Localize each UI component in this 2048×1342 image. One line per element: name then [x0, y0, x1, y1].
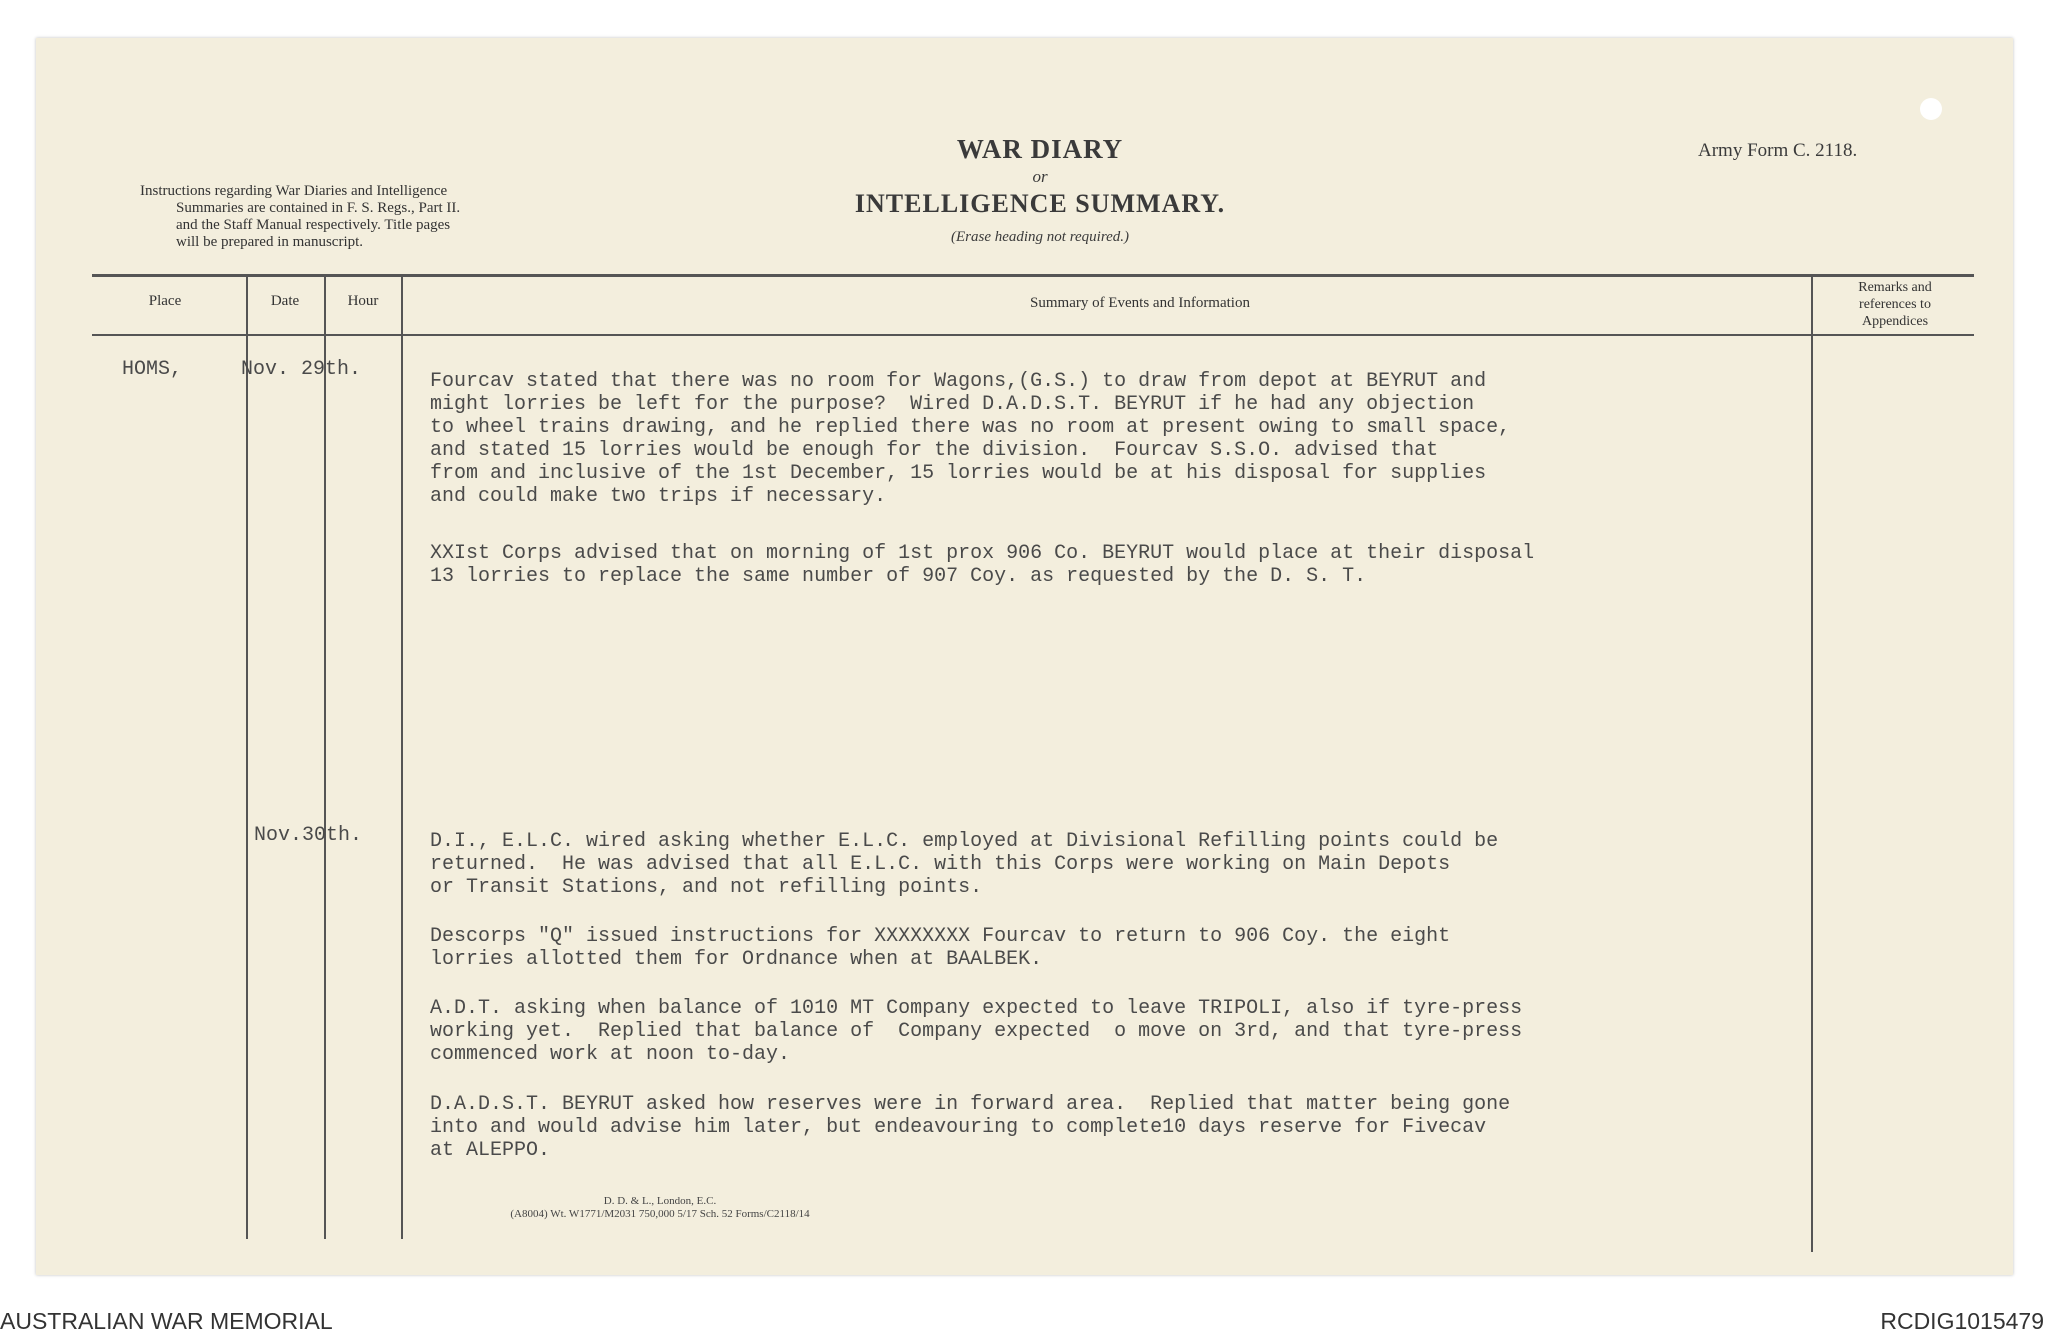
typed-line: Descorps "Q" issued instructions for XXXXXXXX Fourcav to return to 906 Coy. the eight: [430, 925, 1451, 948]
column-header-summary: Summary of Events and Information: [1030, 295, 1250, 311]
typed-line: working yet. Replied that balance of Company expected o move on 3rd, and that tyre-press: [430, 1020, 1523, 1043]
footer-credit: AUSTRALIAN WAR MEMORIAL: [0, 1308, 333, 1334]
typed-line: into and would advise him later, but endeavouring to complete10 days reserve for Fivecav: [430, 1116, 1487, 1139]
entry-date-nov30: Nov.30th.: [254, 824, 363, 847]
instructions-line: Instructions regarding War Diaries and Intelligence: [140, 183, 448, 199]
imprint-line: (A8004) Wt. W1771/M2031 750,000 5/17 Sch. 52 Forms/C2118/14: [510, 1208, 810, 1220]
entry-nov29-paragraph-1: [430, 370, 1510, 508]
typed-line: D.I., E.L.C. wired asking whether E.L.C. employed at Divisional Refilling points could be: [430, 830, 1499, 853]
column-divider: [246, 274, 248, 1239]
title-war-diary: WAR DIARY: [956, 134, 1124, 164]
entry-date-nov29: Nov. 29th.: [241, 358, 362, 381]
typed-line: returned. He was advised that all E.L.C. with this Corps were working on Main Depots: [430, 853, 1451, 876]
typed-line: and stated 15 lorries would be enough for the division. Fourcav S.S.O. advised that: [430, 439, 1439, 462]
army-form-number: Army Form C. 2118.: [1698, 140, 1858, 161]
entry-nov30-paragraph-3: [430, 997, 1522, 1066]
entry-nov30-paragraph-2: [430, 925, 1450, 971]
column-divider: [401, 274, 403, 1239]
remarks-header-line: references to: [1859, 297, 1931, 312]
remarks-header-line: Remarks and: [1858, 280, 1932, 295]
typed-line: lorries allotted them for Ordnance when at BAALBEK.: [430, 948, 1043, 971]
column-header-place: Place: [148, 293, 182, 309]
form-heading: [780, 134, 1300, 246]
remarks-header-line: Appendices: [1861, 314, 1929, 329]
typed-line: from and inclusive of the 1st December, 15 lorries would be at his disposal for supplies: [430, 462, 1487, 485]
typed-line: or Transit Stations, and not refilling points.: [430, 876, 983, 899]
typed-line: commenced work at noon to-day.: [430, 1043, 791, 1066]
instructions-line: will be prepared in manuscript.: [176, 234, 364, 250]
table-top-rule: [92, 274, 1974, 277]
instructions-note: [140, 183, 590, 251]
title-intelligence-summary: INTELLIGENCE SUMMARY.: [854, 189, 1226, 218]
header-bottom-rule: [92, 334, 1974, 336]
typed-line: might lorries be left for the purpose? Wired D.A.D.S.T. BEYRUT if he had any objection: [430, 393, 1475, 416]
column-header-date: Date: [270, 293, 300, 309]
typed-line: A.D.T. asking when balance of 1010 MT Company expected to leave TRIPOLI, also if tyre-press: [430, 997, 1523, 1020]
column-header-hour: Hour: [347, 293, 379, 309]
column-divider: [324, 274, 326, 1239]
imprint-line: D. D. & L., London, E.C.: [603, 1195, 717, 1207]
punch-hole: [1920, 98, 1942, 120]
column-header-remarks: [1815, 279, 1975, 330]
title-or: or: [1032, 167, 1048, 186]
footer-id: RCDIG1015479: [1880, 1308, 2044, 1334]
typed-line: Fourcav stated that there was no room for Wagons,(G.S.) to draw from depot at BEYRUT and: [430, 370, 1487, 393]
printer-imprint: [430, 1195, 890, 1221]
typed-line: and could make two trips if necessary.: [430, 485, 887, 508]
entry-place: HOMS,: [122, 358, 183, 381]
erase-note: (Erase heading not required.): [950, 229, 1130, 245]
typed-line: D.A.D.S.T. BEYRUT asked how reserves were in forward area. Replied that matter being gone: [430, 1093, 1511, 1116]
instructions-line: and the Staff Manual respectively. Title pages: [176, 217, 451, 233]
entry-nov30-paragraph-1: [430, 830, 1498, 899]
column-divider: [1811, 274, 1813, 1252]
instructions-line: Summaries are contained in F. S. Regs., Part II.: [176, 200, 461, 216]
typed-line: at ALEPPO.: [430, 1139, 551, 1162]
entry-nov29-paragraph-2: [430, 542, 1534, 588]
typed-line: 13 lorries to replace the same number of 907 Coy. as requested by the D. S. T.: [430, 565, 1367, 588]
typed-line: XXIst Corps advised that on morning of 1st prox 906 Co. BEYRUT would place at their disposal: [430, 542, 1535, 565]
entry-nov30-paragraph-4: [430, 1093, 1510, 1162]
typed-line: to wheel trains drawing, and he replied there was no room at present owing to small space,: [430, 416, 1511, 439]
